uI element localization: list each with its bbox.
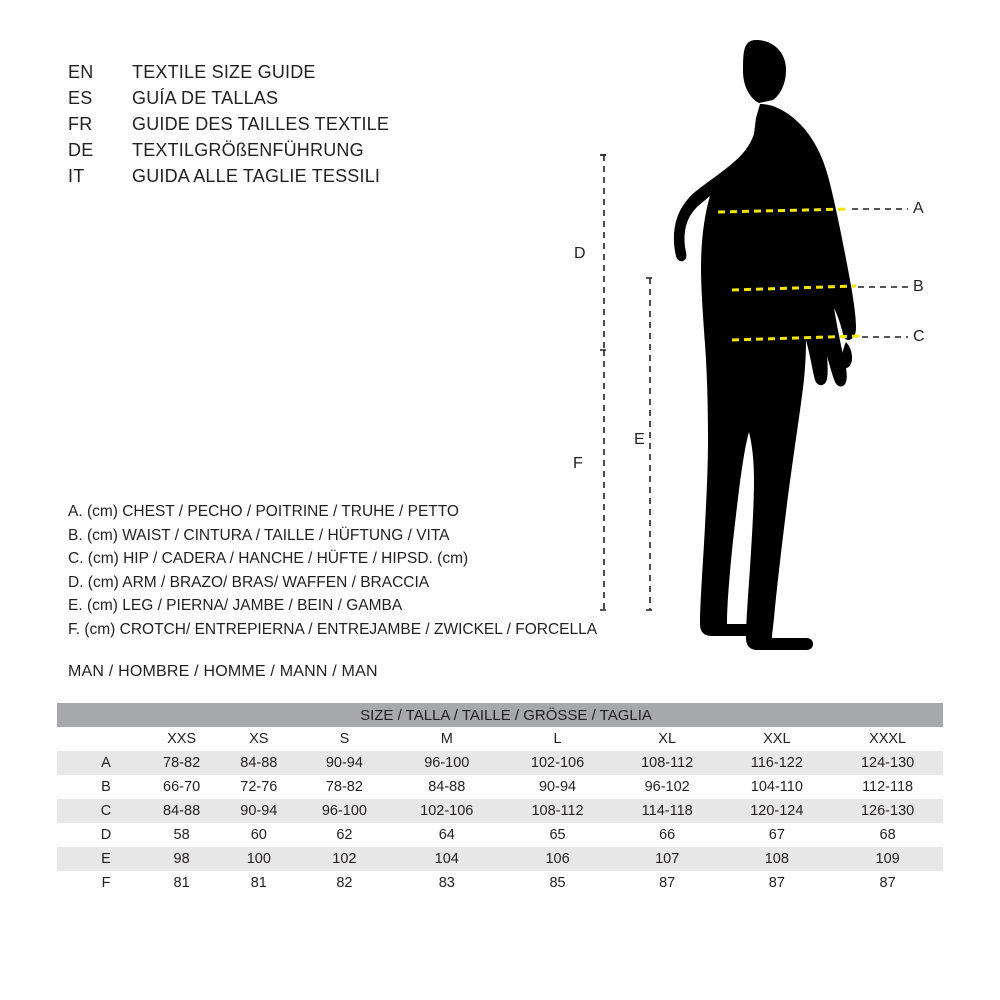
table-cell: 78-82 (143, 751, 220, 775)
table-cell: 68 (832, 823, 943, 847)
table-cell: 87 (832, 871, 943, 895)
table-cell: 90-94 (297, 751, 391, 775)
table-cell: 83 (391, 871, 502, 895)
table-cell: 98 (143, 847, 220, 871)
table-cell: 84-88 (143, 799, 220, 823)
column-header-xl: XL (613, 727, 722, 751)
table-cell: 108-112 (613, 751, 722, 775)
table-cell: 108-112 (502, 799, 613, 823)
table-corner-cell (57, 727, 143, 751)
table-cell: 81 (220, 871, 297, 895)
title-language-code: ES (68, 88, 93, 108)
table-cell: 116-122 (721, 751, 832, 775)
marker-label-b: B (913, 278, 924, 295)
table-cell: 85 (502, 871, 613, 895)
table-cell: 72-76 (220, 775, 297, 799)
gender-label: MAN / HOMBRE / HOMME / MANN / MAN (68, 663, 378, 680)
table-cell: 96-100 (297, 799, 391, 823)
legend-line-c: C. (cm) HIP / CADERA / HANCHE / HÜFTE / HIPSD. (cm) (68, 550, 469, 567)
column-header-s: S (297, 727, 391, 751)
table-cell: 96-100 (391, 751, 502, 775)
table-cell: 114-118 (613, 799, 722, 823)
marker-label-a: A (913, 200, 924, 217)
table-cell: 112-118 (832, 775, 943, 799)
legend-block (68, 500, 628, 641)
row-label-e: E (57, 847, 143, 871)
table-row (57, 751, 943, 775)
table-cell: 84-88 (220, 751, 297, 775)
table-header-row (57, 727, 943, 751)
table-cell: 104 (391, 847, 502, 871)
table-cell: 78-82 (297, 775, 391, 799)
table-cell: 106 (502, 847, 613, 871)
label-leader-lines (852, 209, 908, 337)
table-cell: 58 (143, 823, 220, 847)
column-header-xxxl: XXXL (832, 727, 943, 751)
row-label-b: B (57, 775, 143, 799)
table-cell: 107 (613, 847, 722, 871)
leg-dimension-bracket (646, 278, 654, 610)
title-row (68, 62, 568, 88)
column-header-m: M (391, 727, 502, 751)
table-cell: 82 (297, 871, 391, 895)
column-header-xxs: XXS (143, 727, 220, 751)
table-cell: 102-106 (391, 799, 502, 823)
table-cell: 67 (721, 823, 832, 847)
title-row (68, 88, 568, 114)
table-row (57, 871, 943, 895)
table-cell: 96-102 (613, 775, 722, 799)
table-row (57, 847, 943, 871)
table-cell: 102 (297, 847, 391, 871)
table-cell: 62 (297, 823, 391, 847)
table-cell: 126-130 (832, 799, 943, 823)
table-cell: 66 (613, 823, 722, 847)
row-label-d: D (57, 823, 143, 847)
size-table (57, 703, 943, 895)
row-label-a: A (57, 751, 143, 775)
title-language-code: DE (68, 140, 94, 160)
title-language-text: TEXTILE SIZE GUIDE (132, 62, 316, 82)
column-header-xs: XS (220, 727, 297, 751)
table-cell: 65 (502, 823, 613, 847)
legend-line-f: F. (cm) CROTCH/ ENTREPIERNA / ENTREJAMBE / ZWICKEL / FORCELLA (68, 620, 598, 638)
title-row (68, 140, 568, 166)
title-language-code: EN (68, 62, 94, 82)
marker-label-c: C (913, 328, 925, 345)
table-cell: 120-124 (721, 799, 832, 823)
marker-label-d: D (574, 245, 586, 262)
title-block (68, 62, 568, 192)
title-language-text: GUÍA DE TALLAS (132, 88, 279, 108)
table-banner-row (57, 703, 943, 727)
arm-dimension-bracket (600, 155, 608, 350)
title-row (68, 166, 568, 192)
table-cell: 66-70 (143, 775, 220, 799)
table-cell: 102-106 (502, 751, 613, 775)
table-row (57, 775, 943, 799)
row-label-f: F (57, 871, 143, 895)
table-row (57, 799, 943, 823)
title-language-text: TEXTILGRÖßENFÜHRUNG (132, 140, 364, 160)
table-banner: SIZE / TALLA / TAILLE / GRÖSSE / TAGLIA (57, 703, 943, 727)
table-cell: 90-94 (220, 799, 297, 823)
column-header-l: L (502, 727, 613, 751)
table-cell: 108 (721, 847, 832, 871)
table-cell: 124-130 (832, 751, 943, 775)
table-cell: 84-88 (391, 775, 502, 799)
column-header-xxl: XXL (721, 727, 832, 751)
table-cell: 90-94 (502, 775, 613, 799)
title-language-text: GUIDE DES TAILLES TEXTILE (132, 114, 390, 134)
table-row (57, 823, 943, 847)
title-language-code: IT (68, 166, 85, 186)
legend-line-b: B. (cm) WAIST / CINTURA / TAILLE / HÜFTUNG / VITA (68, 526, 450, 544)
legend-line-e: E. (cm) LEG / PIERNA/ JAMBE / BEIN / GAMBA (68, 597, 403, 614)
table-cell: 81 (143, 871, 220, 895)
table-cell: 87 (613, 871, 722, 895)
title-language-code: FR (68, 114, 93, 134)
marker-label-e: E (634, 431, 645, 448)
table-cell: 109 (832, 847, 943, 871)
marker-label-f: F (573, 455, 583, 472)
table-cell: 100 (220, 847, 297, 871)
title-row (68, 114, 568, 140)
title-language-text: GUIDA ALLE TAGLIE TESSILI (132, 166, 381, 186)
table-cell: 87 (721, 871, 832, 895)
legend-line-a: A. (cm) CHEST / PECHO / POITRINE / TRUHE / PETTO (68, 503, 459, 520)
silhouette-shape (674, 40, 856, 650)
table-cell: 60 (220, 823, 297, 847)
table-cell: 64 (391, 823, 502, 847)
table-cell: 104-110 (721, 775, 832, 799)
row-label-c: C (57, 799, 143, 823)
legend-line-d: D. (cm) ARM / BRAZO/ BRAS/ WAFFEN / BRACCIA (68, 573, 430, 591)
